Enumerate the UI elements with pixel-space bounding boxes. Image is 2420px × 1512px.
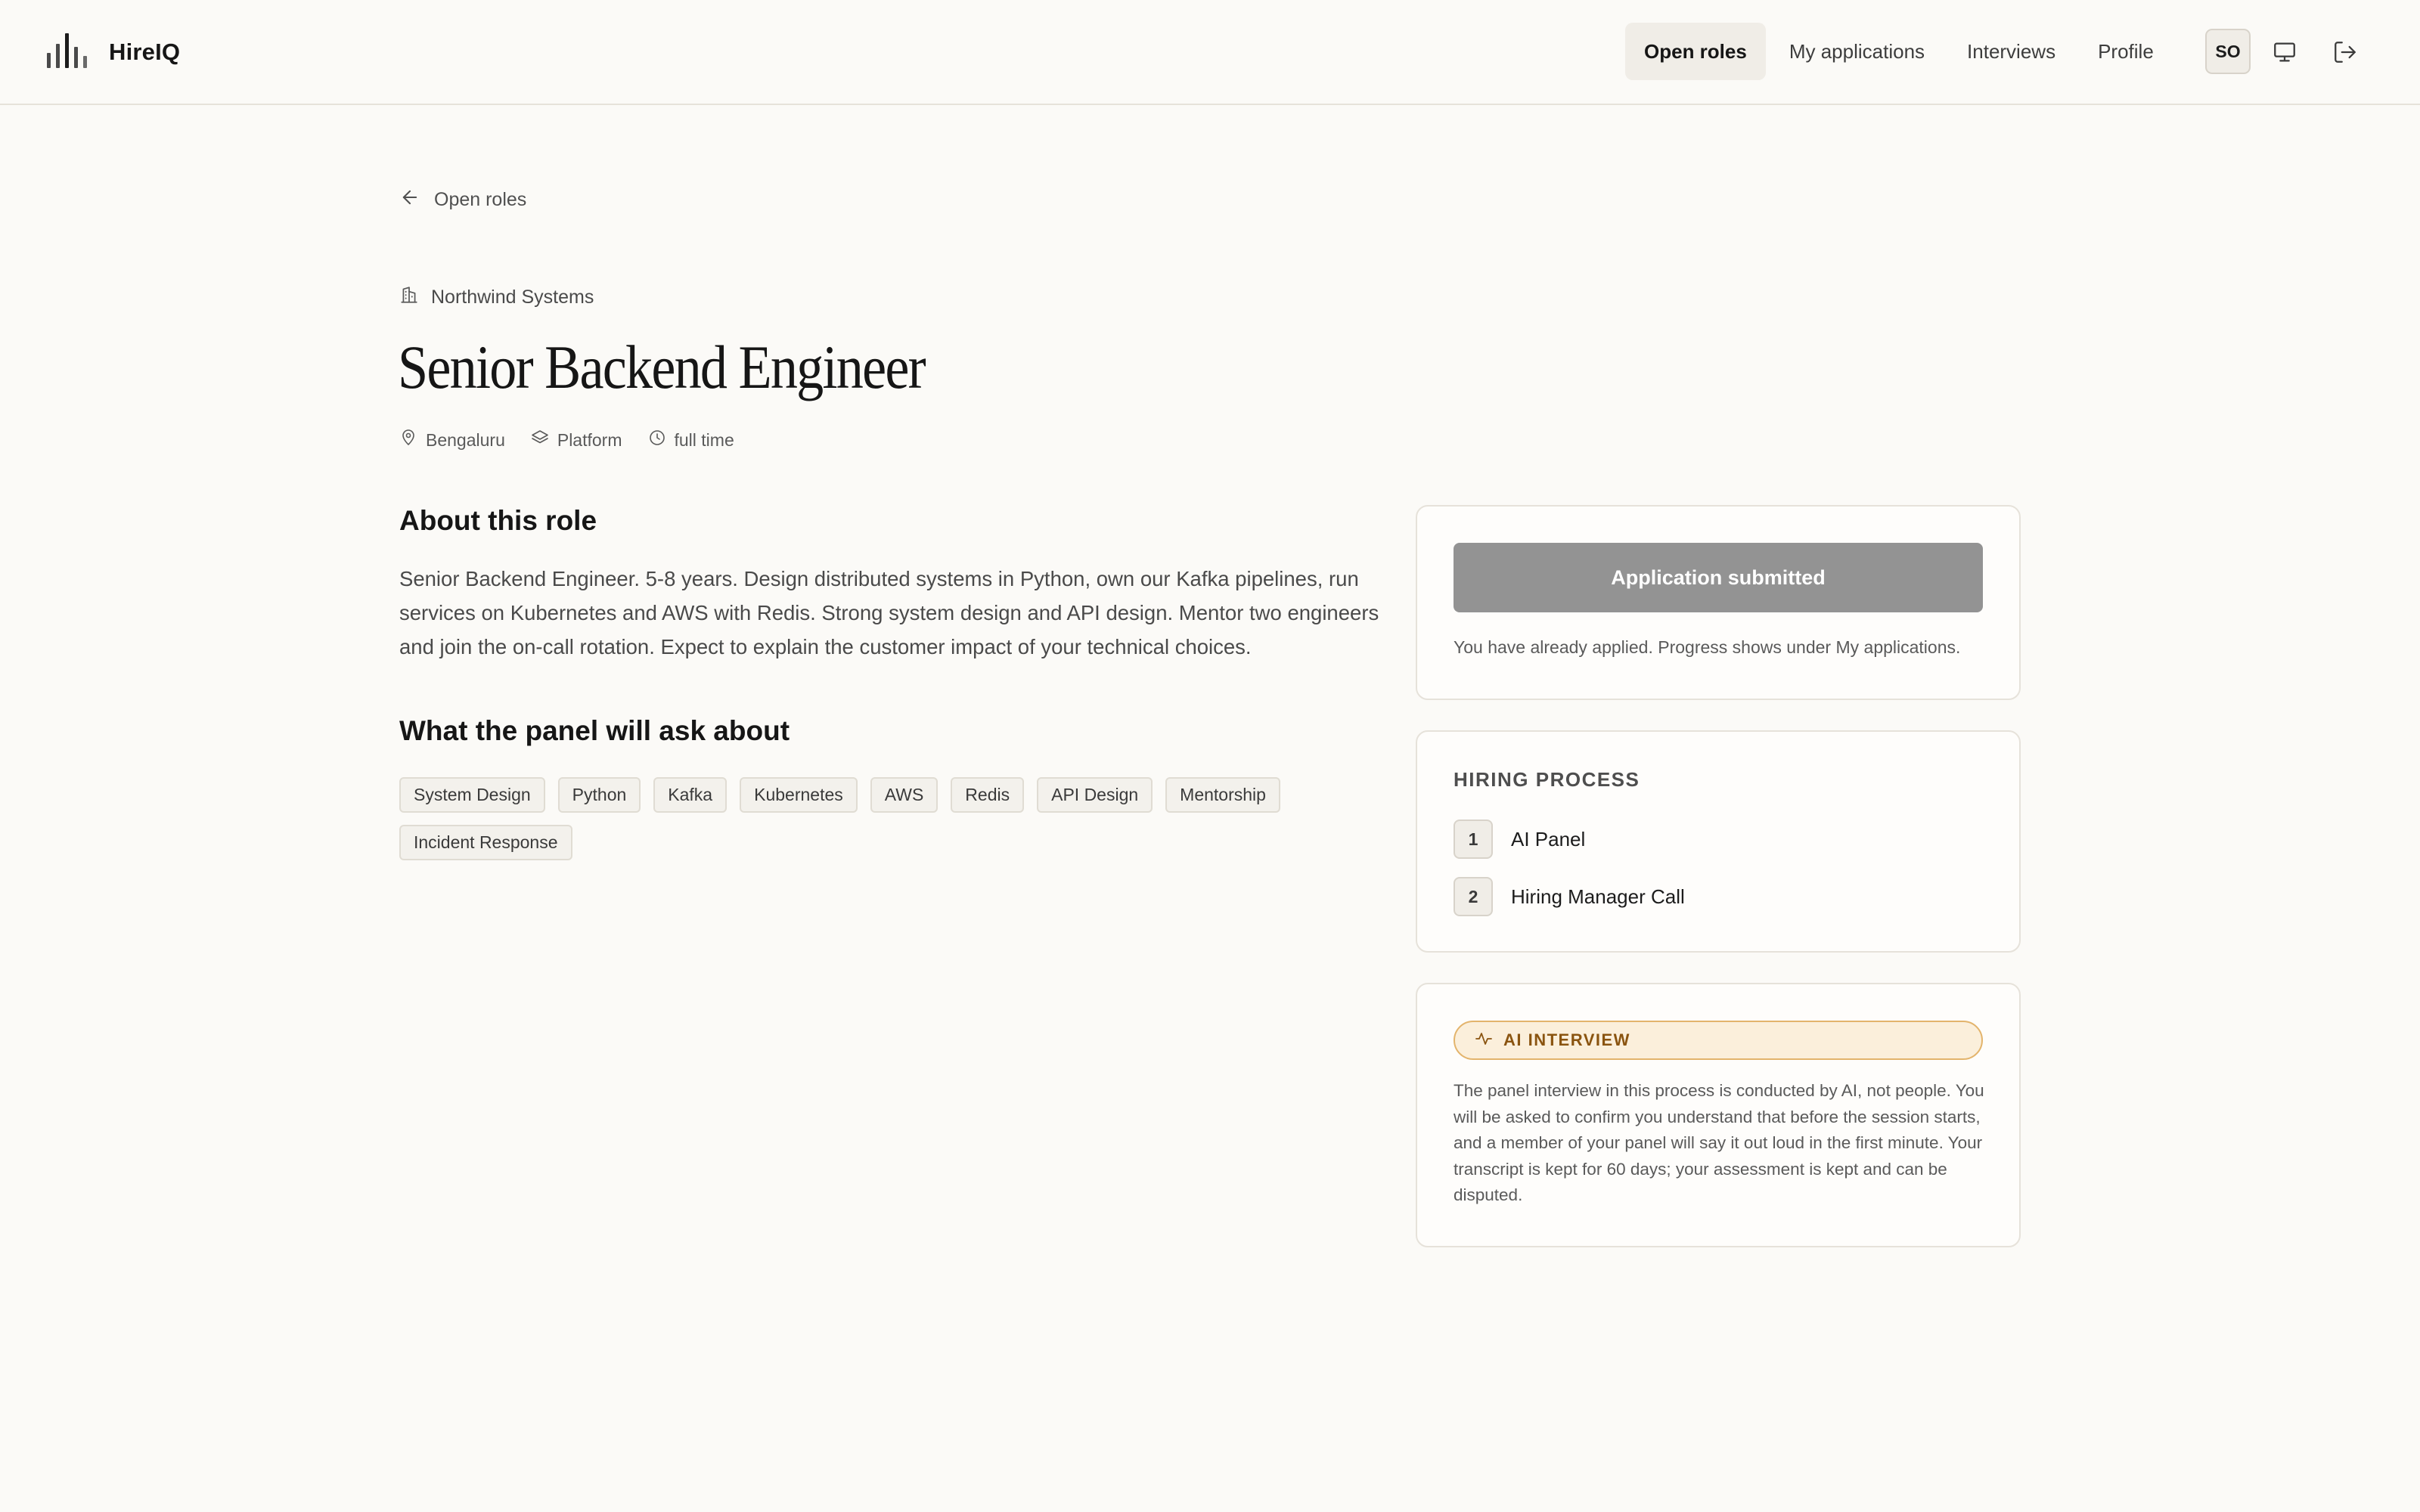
topic-tag: Kafka <box>653 777 727 813</box>
step-label: Hiring Manager Call <box>1511 885 1685 908</box>
process-step <box>1454 820 1585 859</box>
nav-interviews[interactable]: Interviews <box>1967 39 2056 63</box>
topic-tags <box>399 777 1382 872</box>
nav-profile[interactable]: Profile <box>2098 39 2154 63</box>
ai-interview-badge-label: AI INTERVIEW <box>1503 1030 1630 1049</box>
step-number: 2 <box>1454 877 1493 916</box>
topic-tag: Python <box>558 777 641 813</box>
company-name <box>399 283 594 311</box>
team-label: Platform <box>557 429 622 450</box>
ai-interview-card <box>1416 983 2021 1247</box>
topic-tag: Kubernetes <box>740 777 858 813</box>
topic-tag: AWS <box>870 777 939 813</box>
meta-employment-type <box>648 429 734 451</box>
nav-open-roles[interactable]: Open roles <box>1625 23 1766 80</box>
map-pin-icon <box>399 429 426 451</box>
hiring-process-title: HIRING PROCESS <box>1454 768 1640 791</box>
arrow-left-icon <box>399 187 434 213</box>
application-card <box>1416 505 2021 700</box>
nav-my-applications[interactable]: My applications <box>1789 39 1925 63</box>
back-link[interactable] <box>399 184 526 215</box>
job-meta <box>399 425 760 455</box>
clock-icon <box>648 429 675 451</box>
topic-tag: System Design <box>399 777 545 813</box>
topic-tag: Incident Response <box>399 825 572 860</box>
main-nav <box>1625 23 2177 80</box>
meta-team <box>531 429 622 451</box>
step-label: AI Panel <box>1511 827 1586 850</box>
location-label: Bengaluru <box>426 429 505 450</box>
building-icon <box>399 285 431 310</box>
back-link-label: Open roles <box>434 188 527 210</box>
brand-name: HireIQ <box>109 39 181 65</box>
ai-interview-body: The panel interview in this process is conducted by AI, not people. You will be asked to confirm you understand that before the session starts, and a member of your panel will say it out loud in the first minute. Your transcript is kept for 60 days; your assessment is kept and can be disputed. <box>1454 1081 1984 1204</box>
user-avatar[interactable]: SO <box>2205 29 2251 74</box>
about-heading: About this role <box>399 505 597 536</box>
about-body: Senior Backend Engineer. 5-8 years. Design distributed systems in Python, own our Kafka pipelines, run services on Kubernetes and AWS with Redis. Strong system design and API design. Mentor two engineers and join the on-call rotation. Expect to explain the customer impact of your technical choices. <box>399 567 1379 658</box>
monitor-icon[interactable] <box>2270 38 2299 67</box>
meta-location <box>399 429 505 451</box>
topic-tag: Mentorship <box>1165 777 1280 813</box>
topic-tag: Redis <box>951 777 1024 813</box>
hiring-process-card <box>1416 730 2021 953</box>
bar-chart-logo-icon <box>47 33 91 72</box>
step-number: 1 <box>1454 820 1493 859</box>
application-note: You have already applied. Progress shows under My applications. <box>1454 637 1961 657</box>
application-submitted-button[interactable]: Application submitted <box>1454 543 1983 612</box>
panel-topics-heading: What the panel will ask about <box>399 715 790 746</box>
ai-interview-badge <box>1454 1021 1983 1060</box>
process-step <box>1454 877 1685 916</box>
job-title: Senior Backend Engineer <box>398 333 925 401</box>
activity-icon <box>1475 1030 1503 1052</box>
log-out-icon[interactable] <box>2331 38 2360 67</box>
brand[interactable] <box>47 33 180 71</box>
top-header <box>0 0 2420 105</box>
topic-tag: API Design <box>1037 777 1153 813</box>
employment-type-label: full time <box>674 429 734 450</box>
layers-icon <box>531 429 557 451</box>
company-label: Northwind Systems <box>431 286 594 308</box>
